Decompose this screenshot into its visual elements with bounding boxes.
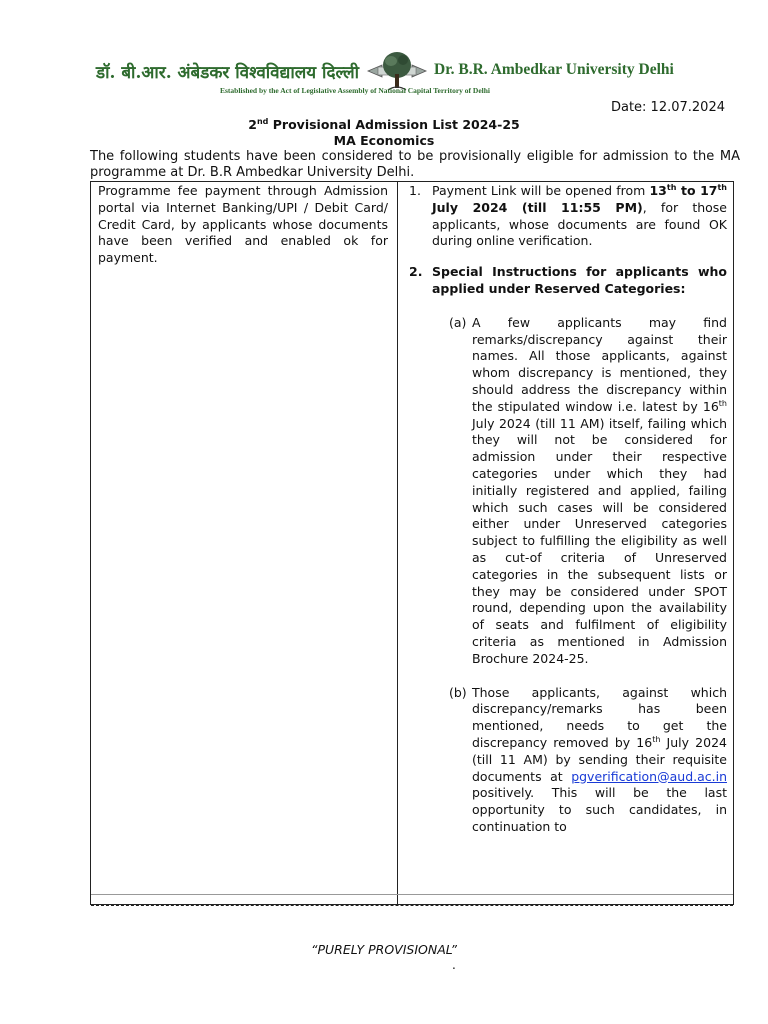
letterhead	[96, 44, 686, 100]
sub-item-b	[449, 685, 727, 836]
item-2-number: 2.	[409, 264, 423, 280]
title-line-2: MA Economics	[333, 133, 435, 148]
sub-item-a-text: A few applicants may find remarks/discrepancy against their names. All those applicants, against whom discrepancy is mentioned, they should address the discrepancy within the stipulated window i.e. latest by 16th July 2024 (till 11 AM) itself, failing which they will not be considered for admission under their respective categories under which they had initially registered and applied, failing which such cases will be considered either under Unreserved categories subject to fulfilling the eligibility as well as cut-of criteria of Unreserved categories in the subsequent lists or they may be considered under SPOT round, depending upon the availability of seats and fulfilment of eligibility criteria as mentioned in Admission Brochure 2024-25.	[472, 314, 727, 666]
column-divider	[397, 182, 398, 904]
document-date: Date: 12.07.2024	[610, 100, 725, 115]
title-line-1: 2nd Provisional Admission List 2024-25	[248, 116, 520, 132]
list-item-1	[409, 183, 727, 250]
item-1-number: 1.	[409, 183, 421, 198]
established-line: Established by the Act of Legislative Assembly of National Capital Territory of Delhi	[220, 86, 490, 95]
item-1-text: Payment Link will be opened from 13th to 17th July 2024 (till 11:55 PM), for those applicants, whose documents are found OK during online verification.	[432, 182, 727, 249]
item-2-heading: Special Instructions for applicants who applied under Reserved Categories:	[432, 264, 727, 296]
footer-dot: .	[452, 958, 456, 972]
instructions-table	[90, 181, 734, 905]
table-bottom-dashed-line	[91, 905, 733, 906]
sub-item-b-label: (b)	[449, 684, 467, 700]
university-name-hindi: डॉ. बी.आर. अंबेडकर विश्वविद्यालय दिल्ली	[96, 63, 360, 83]
right-cell	[409, 183, 727, 836]
list-item-2	[409, 264, 727, 298]
sub-item-a-label: (a)	[449, 314, 467, 330]
purely-provisional-note: “PURELY PROVISIONAL”	[311, 942, 457, 957]
sub-item-b-text: Those applicants, against which discrepancy/remarks has been mentioned, needs to get the discrepancy removed by 16th July 2024 (till 11 AM) by sending their requisite documents at pgverification@aud.ac.in positively. This will be the last opportunity to such candidates, in continuation to	[472, 684, 727, 834]
row-divider	[91, 894, 733, 895]
left-cell-text: Programme fee payment through Admission portal via Internet Banking/UPI / Debit Card/ Credit Card, by applicants whose documents have been verified and enabled ok for payment.	[98, 183, 388, 266]
verification-email-link[interactable]: pgverification@aud.ac.in	[571, 768, 727, 784]
document-title	[0, 117, 768, 149]
university-name-english: Dr. B.R. Ambedkar University Delhi	[434, 61, 674, 78]
sub-item-a	[449, 315, 727, 668]
intro-paragraph: The following students have been considered to be provisionally eligible for admission to the MA programme at Dr. B.R Ambedkar University Delhi.	[90, 149, 740, 180]
